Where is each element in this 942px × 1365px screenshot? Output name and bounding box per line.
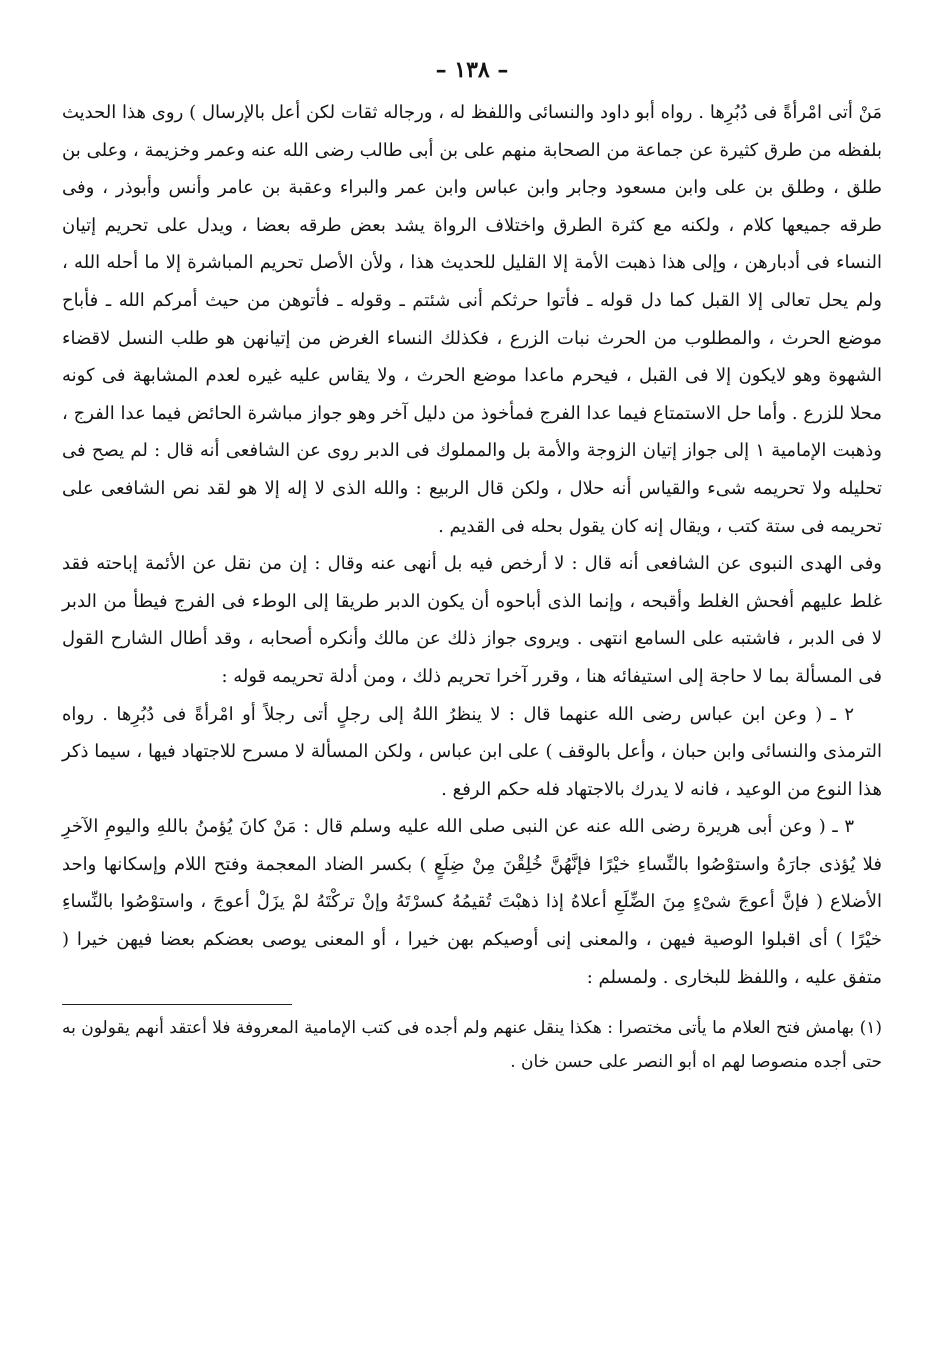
hadith-paragraph-2: ٢ ـ ( وعن ابن عباس رضى الله عنهما قال : لا ينظرُ اللهُ إلى رجلٍ أتى رجلاً أو امْرأةً فى دُبُرِها . رواه الترمذى والنسائى وابن حبان ، وأعل بالوقف ) على ابن عباس ، ولكن المسألة لا مسرح للاجتهاد فيها ، سيما ذكر هذا النوع من الوعيد ، فانه لا يدرك بالاجتهاد فله حكم الرفع . [62, 703, 882, 800]
commentary-paragraph: مَنْ أتى امْرأةً فى دُبُرِها . رواه أبو داود والنسائى واللفظ له ، ورجاله ثقات لكن أعل بالإرسال ) روى هذا الحديث بلفظه من طرق كثيرة عن جماعة من الصحابة منهم على بن أبى طالب رضى الله عنه وعمر وخزيمة ، وعلى بن طلق ، وطلق بن على وابن مسعود وجابر وابن عباس وابن عمر والبراء وعقبة بن عامر وأنس وأبوذر ، وفى طرقه جميعها كلام ، ولكنه مع كثرة الطرق واختلاف الرواة يشد بعض طرقه بعضا ، ويدل على تحريم إتيان النساء فى أدبارهن ، وإلى هذا ذهبت الأمة إلا القليل للحديث هذا ، ولأن الأصل تحريم المباشرة إلا ما أحله الله ، ولم يحل تعالى إلا القبل كما دل قوله ـ فأتوا حرثكم أنى شئتم ـ وقوله ـ فأتوهن من حيث أمركم الله ـ فأباح موضع الحرث ، والمطلوب من الحرث نبات الزرع ، فكذلك النساء الغرض من إتيانهن هو طلب النسل لاقضاء الشهوة وهو لايكون إلا فى القبل ، فيحرم ماعدا موضع الحرث ، ولا يقاس عليه غيره لعدم المشابهة فى كونه محلا للزرع . وأما حل الاستمتاع فيما عدا الفرج فمأخوذ من دليل آخر وهو جواز مباشرة الحائض فيما عدا الفرج ، وذهبت الإمامية ١ إلى جواز إتيان الزوجة والأمة بل والمملوك فى الدبر روى عن الشافعى أنه قال : لم يصح فى تحليله ولا تحريمه شىء والقياس أنه حلال ، ولكن قال الربيع : والله الذى لا إله إلا هو لقد نص الشافعى على تحريمه فى ستة كتب ، ويقال إنه كان يقول بحله فى القديم . [62, 102, 882, 537]
footnote-divider [62, 1004, 292, 1005]
main-text [62, 94, 882, 996]
book-page [62, 48, 882, 1348]
commentary-paragraph: وفى الهدى النبوى عن الشافعى أنه قال : لا أرخص فيه بل أنهى عنه وقال : إن من نقل عن الأئمة إباحته فقد غلط عليهم أفحش الغلط وأقبحه ، وإنما الذى أباحوه أن يكون الدبر طريقا إلى الوطء فى الفرج فيطأ من الدبر لا فى الدبر ، فاشتبه على السامع انتهى . ويروى جواز ذلك عن مالك وأنكره أصحابه ، وقد أطال الشارح القول فى المسألة بما لا حاجة إلى استيفائه هنا ، وقرر آخرا تحريم ذلك ، ومن أدلة تحريمه قوله : [62, 553, 883, 687]
footnote: (١) بهامش فتح العلام ما يأتى مختصرا : هكذا ينقل عنهم ولم أجده فى كتب الإمامية المعروفة فلا أعتقد أنهم يقولون به حتى أجده منصوصا لهم اه أبو النصر على حسن خان . [62, 1018, 882, 1073]
page-number: – ١٣٨ – [435, 57, 509, 83]
hadith-paragraph-3: ٣ ـ ( وعن أبى هريرة رضى الله عنه عن النبى صلى الله عليه وسلم قال : مَنْ كانَ يُؤمنُ باللهِ واليومِ الآخرِ فلا يُؤذى جارَهُ واستوْصُوا بالنِّساءِ خيْرًا فإنَّهُنَّ خُلِقْنَ مِنْ ضِلَعٍ ) بكسر الضاد المعجمة وفتح اللام وإسكانها واحد الأضلاع ( فإنَّ أعوجَ شىْءٍ مِنَ الضِّلَعِ أعلاهُ إذا ذهبْتَ تُقيمُهُ كسرْتَهُ وإنْ تركْتَهُ لمْ يزَلْ أعوجَ ، واستوْصُوا بالنِّساءِ خيْرًا ) أى اقبلوا الوصية فيهن ، والمعنى إنى أوصيكم بهن خيرا ، أو المعنى يوصى بعضكم بعضا فيهن خيرا ( متفق عليه ، واللفظ للبخارى . ولمسلم : [62, 816, 882, 988]
